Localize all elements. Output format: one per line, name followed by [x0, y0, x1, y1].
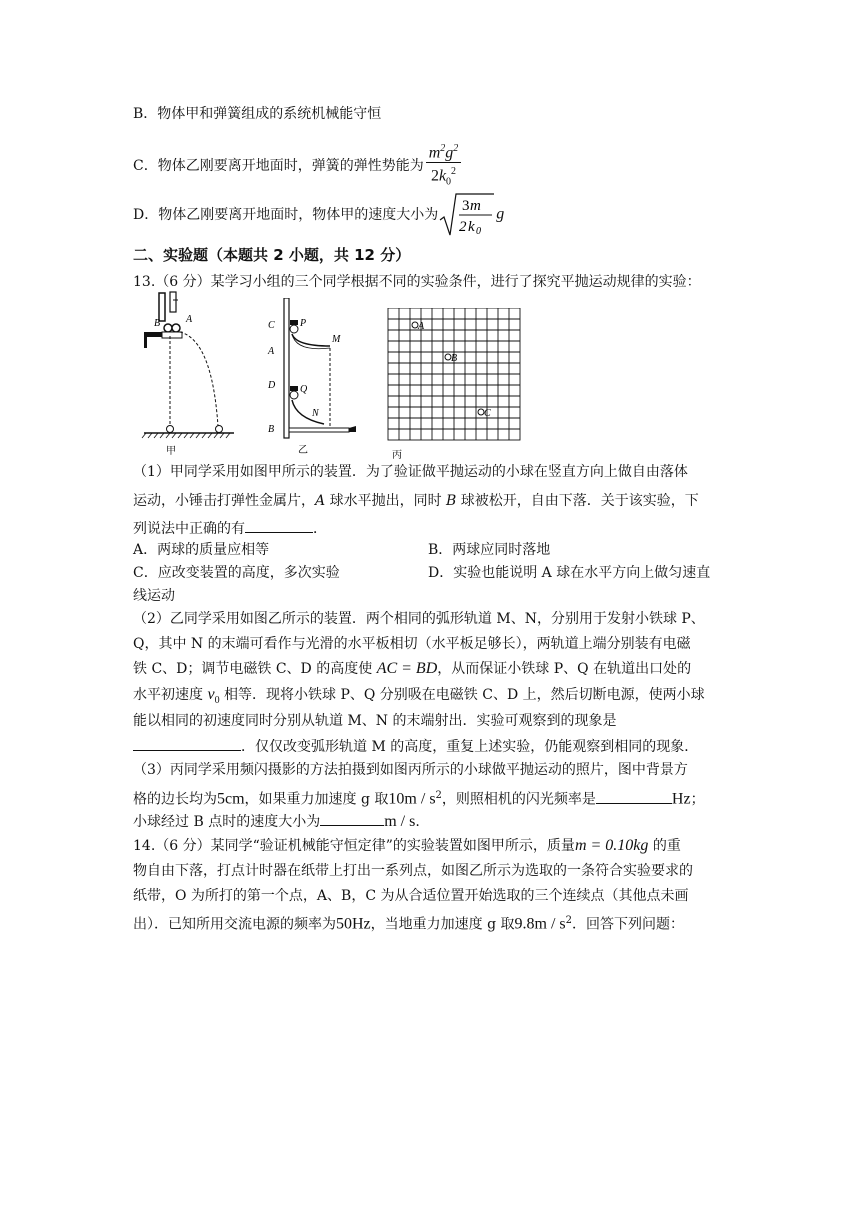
q13-p1-line2	[133, 491, 699, 511]
q13-p1-ball-b: B	[446, 493, 457, 509]
svg-text:A: A	[268, 346, 275, 357]
q14-text4c: ．回答下列问题：	[572, 916, 685, 933]
q14-line1	[133, 836, 681, 856]
q13-p3-line1	[133, 760, 688, 780]
fig-yi-label: 乙	[298, 445, 308, 456]
q14-line2	[133, 861, 693, 881]
q14-g-value: 9.8m / s	[514, 915, 566, 933]
q13-p2-text5: 能以相同的初速度同时分别从轨道 M、N 的末端射出．实验可观察到的现象是	[133, 713, 617, 729]
q13-p2-text1: （2）乙同学采用如图乙所示的装置．两个相同的弧形轨道 M、N，分别用于发射小铁球 P、	[133, 611, 705, 627]
svg-text:P: P	[300, 318, 307, 329]
q13-p1-text3: 列说法中正确的有	[133, 521, 245, 537]
option-c-text: C．物体乙刚要离开地面时，弹簧的弹性势能为	[133, 157, 424, 174]
q13-p3-text2a: 格的边长均为	[133, 791, 217, 808]
q13-opt-a-text: A．两球的质量应相等	[133, 542, 270, 558]
svg-text:C: C	[268, 320, 275, 331]
section-2-heading	[133, 245, 410, 265]
section-2-title: 二、实验题（本题共 2 小题，共 12 分）	[133, 246, 411, 264]
v0-symbol: $v_0$	[207, 686, 220, 707]
q13-opt-d-text1: D．实验也能说明 A 球在水平方向上做匀速直	[428, 565, 711, 581]
option-d-text: D．物体乙刚要离开地面时，物体甲的速度大小为	[133, 207, 439, 223]
q13-p2-line3	[133, 659, 691, 679]
figure-jia	[140, 288, 236, 458]
q13-p2-line6	[133, 736, 698, 757]
svg-text:B: B	[451, 353, 458, 364]
q14-text2: 物自由下落，打点计时器在纸带上打出一系列点，如图乙所示为选取的一条符合实验要求的	[133, 863, 693, 879]
q14-line3	[133, 886, 689, 906]
option-d-sqrt: 3 m 2 k 0 g	[438, 192, 504, 238]
svg-text:C: C	[484, 408, 491, 419]
option-c-fraction: $\frac{m^2g^2}{2k_0^2}$	[426, 140, 462, 192]
q13-p1-text2a: 运动，小锤击打弹性金属片，	[133, 493, 315, 509]
q13-opt-a	[133, 540, 269, 560]
option-b	[133, 104, 381, 124]
svg-text:D: D	[268, 380, 276, 391]
svg-text:Q: Q	[300, 384, 308, 395]
option-c	[133, 140, 463, 188]
q13-p2-line5	[133, 711, 616, 731]
svg-text:A: A	[418, 321, 425, 332]
q13-p2-text6: ．仅仅改变弧形轨道 M 的高度，重复上述实验，仍能观察到相同的现象．	[241, 739, 699, 755]
q13-p1-end: ．	[313, 521, 327, 537]
q13-opt-c	[133, 563, 340, 583]
svg-text:M: M	[332, 334, 341, 345]
q13-p3-g-value: 10m / s	[388, 790, 436, 808]
q13-opt-d	[428, 563, 710, 583]
q13-p1-ball-a: A	[315, 493, 326, 509]
q13-opt-c-text: C．应改变装置的高度，多次实验	[133, 565, 340, 581]
q13-p2-text2: Q，其中 N 的末端可看作与光滑的水平板相切（水平板足够长），两轨道上端分别装有电磁	[133, 636, 691, 652]
svg-text:2: 2	[459, 219, 467, 235]
q14-frequency: 50Hz	[336, 915, 371, 933]
q13-p1-text2c: 球水平抛出，同时	[325, 493, 447, 509]
squared-superscript: 2	[435, 790, 442, 801]
svg-text:N: N	[312, 408, 319, 419]
q13-p2-line4	[133, 685, 705, 711]
svg-text:A: A	[186, 314, 193, 325]
q14-text3: 纸带，O 为所打的第一个点，A、B，C 为从合适位置开始选取的三个连续点（其他点未画	[133, 888, 689, 904]
svg-text:B: B	[154, 318, 161, 329]
option-b-text: B．物体甲和弹簧组成的系统机械能守恒	[133, 106, 382, 122]
q13-opt-b-text: B．两球应同时落地	[428, 542, 551, 558]
fig-bing-label: 丙	[392, 450, 402, 461]
q13-p3-line2	[133, 786, 705, 810]
q13-p1-text2e: 球被松开，自由下落．关于该实验，下	[456, 493, 699, 509]
q13-opt-b	[428, 540, 550, 560]
q13-p3-text2b: ，如果重力加速度 g 取	[244, 791, 389, 808]
q14-text1a: 14.（6 分）某同学“验证机械能守恒定律”的实验装置如图甲所示，质量	[133, 838, 575, 854]
q13-p2-text3a: 铁 C、D；调节电磁铁 C、D 的高度使	[133, 661, 377, 677]
q13-opt-d-cont	[133, 586, 175, 606]
q13-p2-math-ac-bd: AC = BD	[376, 660, 438, 677]
q13-p3-end2: .	[415, 814, 420, 830]
q13-p2-line1	[133, 609, 705, 629]
q14-text4b: ，当地重力加速度 g 取	[370, 916, 515, 933]
q13-p3-text3a: 小球经过 B 点时的速度大小为	[133, 814, 321, 830]
figure-yi	[262, 298, 362, 468]
q13-p1-line1	[133, 462, 688, 482]
svg-text:k: k	[468, 219, 475, 235]
q13-p2-line2	[133, 634, 691, 654]
svg-text:m: m	[470, 198, 482, 214]
q13-p3-hz-unit: Hz	[671, 790, 691, 808]
q14-mass: m = 0.10kg	[574, 837, 649, 854]
svg-text:B: B	[268, 424, 275, 435]
q13-p2-text3b: ，从而保证小铁球 P、Q 在轨道出口处的	[437, 661, 692, 677]
q13-p3-text2c: ，则照相机的闪光频率是	[441, 791, 596, 808]
q13-p2-text4a: 水平初速度	[133, 687, 208, 703]
answer-blank[interactable]	[245, 518, 313, 533]
answer-blank[interactable]	[596, 789, 672, 804]
q13-p1-text1: （1）甲同学采用如图甲所示的装置．为了验证做平抛运动的小球在竖直方向上做自由落体	[133, 464, 688, 480]
squared-superscript: 2	[565, 915, 573, 926]
sqrt-sign-icon	[438, 192, 496, 238]
q14-line4	[133, 911, 684, 935]
q13-p3-grid-length: 5cm	[217, 790, 245, 808]
q13-p1-line3	[133, 518, 327, 539]
q13-p3-line3	[133, 811, 420, 832]
option-d	[133, 190, 504, 240]
q13-p3-text1: （3）丙同学采用频闪摄影的方法拍摄到如图丙所示的小球做平抛运动的照片，图中背景方	[133, 762, 688, 778]
q13-intro-text: 13.（6 分）某学习小组的三个同学根据不同的实验条件，进行了探究平抛运动规律的实验：	[133, 274, 701, 290]
q13-p3-speed-unit: m / s	[384, 813, 416, 830]
q14-text1b: 的重	[648, 838, 681, 854]
q13-opt-d-text2: 线运动	[133, 588, 175, 604]
q14-text4a: 出）．已知所用交流电源的频率为	[133, 916, 336, 933]
svg-text:3: 3	[462, 198, 470, 214]
answer-blank[interactable]	[320, 811, 384, 826]
q13-p2-text4b: 相等．现将小铁球 P、Q 分别吸在电磁铁 C、D 上，然后切断电源，使两小球	[219, 687, 705, 703]
fig-jia-label: 甲	[166, 446, 176, 457]
answer-blank[interactable]	[133, 736, 241, 751]
svg-text:0: 0	[476, 226, 482, 237]
q13-p3-end: ；	[690, 791, 705, 808]
figure-bing	[384, 308, 526, 468]
